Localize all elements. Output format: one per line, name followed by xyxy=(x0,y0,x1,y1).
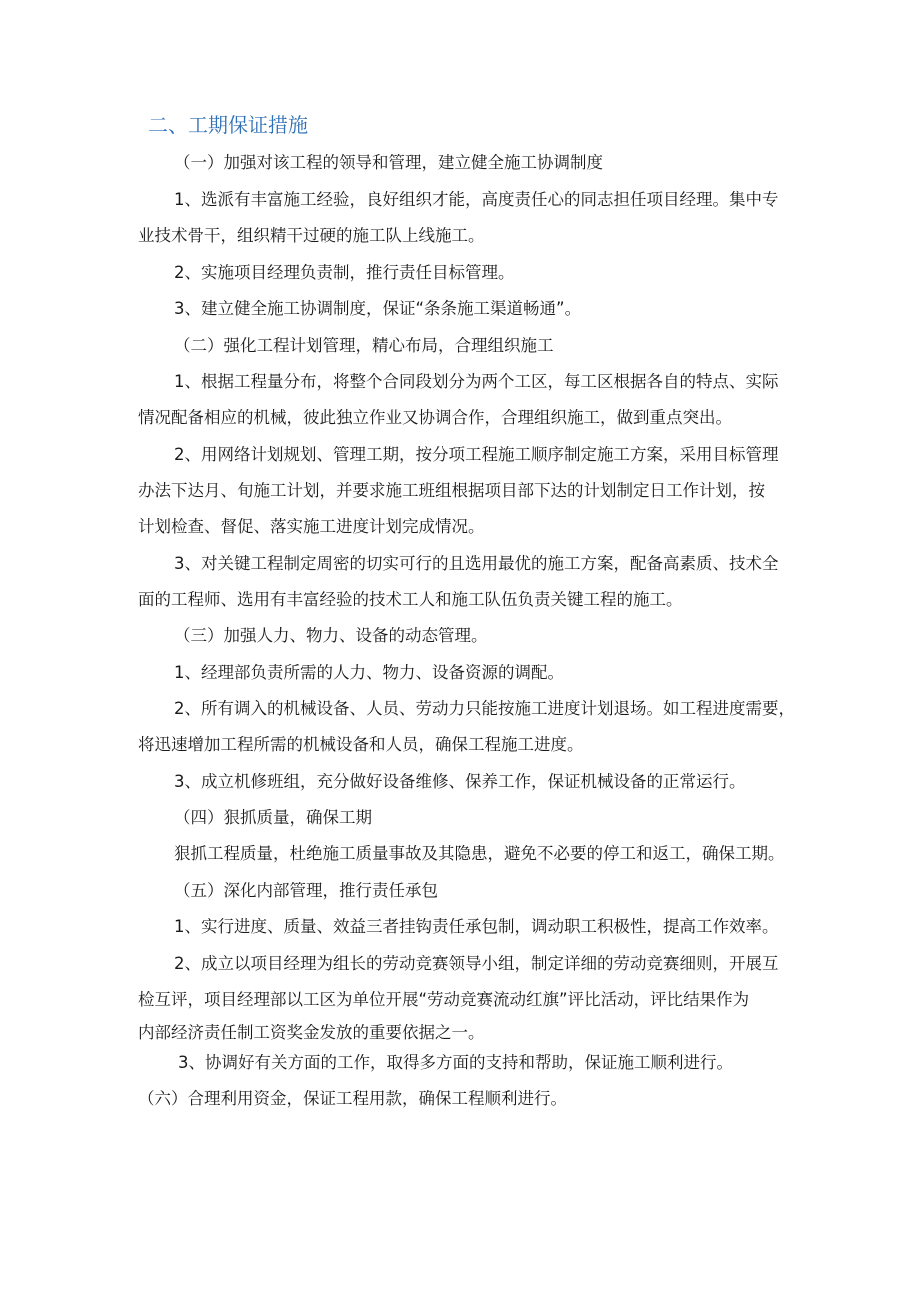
paragraph-line: 3、协调好有关方面的工作，取得多方面的支持和帮助，保证施工顺利进行。 xyxy=(178,1053,733,1072)
paragraph-line: 检互评，项目经理部以工区为单位开展“劳动竞赛流动红旗”评比活动，评比结果作为 xyxy=(138,990,750,1009)
paragraph-line: 1、选派有丰富施工经验，良好组织才能，高度责任心的同志担任项目经理。集中专 xyxy=(174,190,779,209)
paragraph-line: 3、对关键工程制定周密的切实可行的且选用最优的施工方案，配备高素质、技术全 xyxy=(174,554,779,573)
paragraph-line: 办法下达月、旬施工计划，并要求施工班组根据项目部下达的计划制定日工作计划，按 xyxy=(138,481,765,500)
paragraph-line: 将迅速增加工程所需的机械设备和人员，确保工程施工进度。 xyxy=(138,735,584,754)
subheading-5: （五）深化内部管理，推行责任承包 xyxy=(174,881,438,900)
paragraph-line: 1、根据工程量分布，将整个合同段划分为两个工区，每工区根据各自的特点、实际 xyxy=(174,372,779,391)
paragraph-line: 2、用网络计划规划、管理工期，按分项工程施工顺序制定施工方案，采用目标管理 xyxy=(174,445,779,464)
subheading-6: （六）合理利用资金，保证工程用款，确保工程顺利进行。 xyxy=(138,1089,567,1108)
subheading-3: （三）加强人力、物力、设备的动态管理。 xyxy=(174,626,488,645)
paragraph-line: 3、建立健全施工协调制度，保证“条条施工渠道畅通”。 xyxy=(174,299,582,318)
paragraph-line: 1、经理部负责所需的人力、物力、设备资源的调配。 xyxy=(174,663,564,682)
paragraph-line: 2、实施项目经理负责制，推行责任目标管理。 xyxy=(174,263,515,282)
subheading-2: （二）强化工程计划管理，精心布局，合理组织施工 xyxy=(174,336,554,355)
paragraph-line: 面的工程师、选用有丰富经验的技术工人和施工队伍负责关键工程的施工。 xyxy=(138,590,683,609)
section-heading: 二、工期保证措施 xyxy=(148,113,308,137)
paragraph-line: 业技术骨干，组织精干过硬的施工队上线施工。 xyxy=(138,226,485,245)
paragraph-line: 2、成立以项目经理为组长的劳动竞赛领导小组，制定详细的劳动竞赛细则，开展互 xyxy=(174,954,779,973)
subheading-1: （一）加强对该工程的领导和管理，建立健全施工协调制度 xyxy=(174,153,603,172)
paragraph-line: 计划检查、督促、落实施工进度计划完成情况。 xyxy=(138,517,485,536)
paragraph-line: 狠抓工程质量，杜绝施工质量事故及其隐患，避免不必要的停工和返工，确保工期。 xyxy=(174,844,785,863)
paragraph-line: 内部经济责任制工资奖金发放的重要依据之一。 xyxy=(138,1023,485,1042)
paragraph-line: 2、所有调入的机械设备、人员、劳动力只能按施工进度计划退场。如工程进度需要， xyxy=(174,699,795,718)
paragraph-line: 1、实行进度、质量、效益三者挂钩责任承包制，调动职工积极性，提高工作效率。 xyxy=(174,917,779,936)
paragraph-line: 情况配备相应的机械，彼此独立作业又协调合作，合理组织施工，做到重点突出。 xyxy=(138,408,732,427)
subheading-4: （四）狠抓质量，确保工期 xyxy=(174,808,372,827)
paragraph-line: 3、成立机修班组，充分做好设备维修、保养工作，保证机械设备的正常运行。 xyxy=(174,772,746,791)
